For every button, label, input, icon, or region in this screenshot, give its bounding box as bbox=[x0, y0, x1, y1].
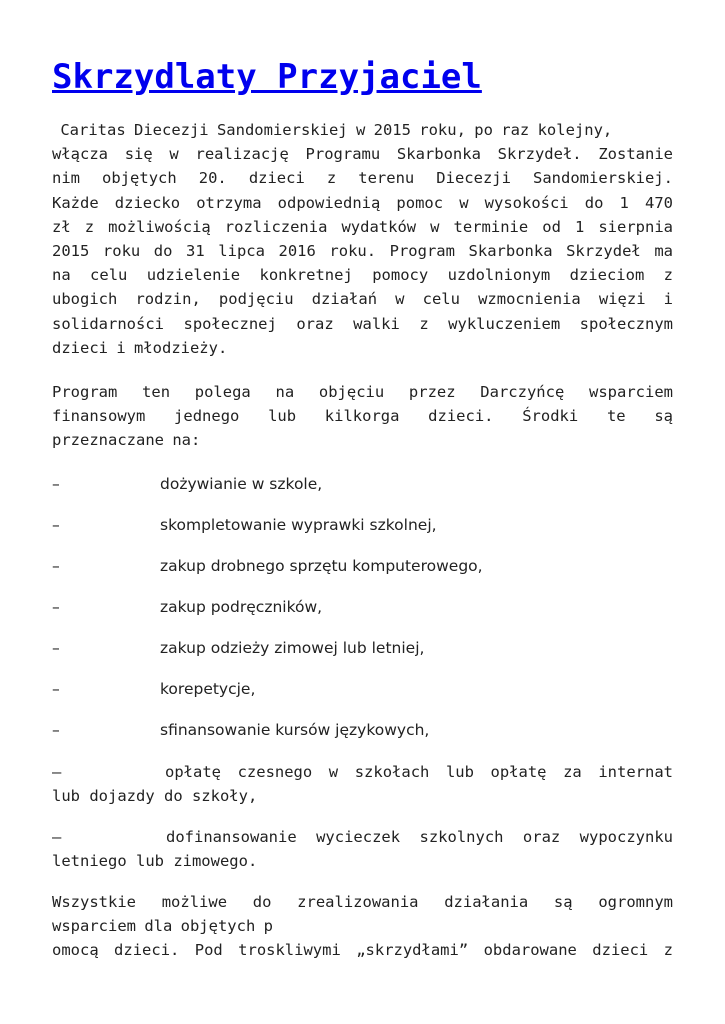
paragraph-line: solidarności społecznej oraz walki z wykluczeniem społecznym bbox=[52, 314, 673, 333]
list-item-text: zakup drobnego sprzętu komputerowego, bbox=[160, 557, 483, 575]
list-dash: – bbox=[52, 639, 60, 657]
list-item-continuation: letniego lub zimowego. bbox=[52, 852, 258, 870]
paragraph-line: wsparciem dla objętych p bbox=[52, 917, 273, 936]
list-dash: – bbox=[52, 516, 60, 534]
list-dash: – bbox=[52, 763, 62, 781]
paragraph-line: włącza się w realizację Programu Skarbonka Skrzydeł. Zostanie bbox=[52, 145, 673, 164]
list-item-text: korepetycje, bbox=[160, 680, 256, 698]
paragraph-line: ubogich rodzin, podjęciu działań w celu wzmocnienia więzi i bbox=[52, 290, 673, 309]
paragraph-line: omocą dzieci. Pod troskliwymi „skrzydłami” obdarowane dzieci z bbox=[52, 941, 673, 960]
paragraph-line: przeznaczane na: bbox=[52, 431, 201, 450]
paragraph-line: Każde dziecko otrzyma odpowiednią pomoc w wysokości do 1 470 bbox=[52, 193, 673, 212]
paragraph-line: zł z możliwością rozliczenia wydatków w terminie od 1 sierpnia bbox=[52, 217, 673, 236]
intro-paragraph bbox=[52, 118, 673, 360]
closing-paragraph bbox=[52, 890, 673, 963]
list-item-continuation: lub dojazdy do szkoły, bbox=[52, 787, 258, 805]
list-item-text: zakup podręczników, bbox=[160, 598, 323, 616]
paragraph-line: Caritas Diecezji Sandomierskiej w 2015 roku, po raz kolejny, bbox=[52, 121, 613, 139]
paragraph-line: finansowym jednego lub kilkorga dzieci. Środki te są bbox=[52, 407, 673, 426]
paragraph-line: dzieci i młodzieży. bbox=[52, 338, 228, 357]
list-dash: – bbox=[52, 598, 60, 616]
list-item-text: sfinansowanie kursów językowych, bbox=[160, 721, 430, 739]
article-title-link[interactable]: Skrzydlaty Przyjaciel bbox=[52, 57, 482, 97]
list-item-text: dofinansowanie wycieczek szkolnych oraz wypoczynku bbox=[166, 828, 673, 846]
list-item-text: zakup odzieży zimowej lub letniej, bbox=[160, 639, 425, 657]
program-paragraph bbox=[52, 380, 673, 453]
list-item-text: opłatę czesnego w szkołach lub opłatę za internat bbox=[165, 763, 673, 781]
list-dash: – bbox=[52, 557, 60, 575]
paragraph-line: Program ten polega na objęciu przez Darczyńcę wsparciem bbox=[52, 383, 673, 401]
list-item-text: skompletowanie wyprawki szkolnej, bbox=[160, 516, 437, 534]
paragraph-line: nim objętych 20. dzieci z terenu Diecezji Sandomierskiej. bbox=[52, 169, 673, 188]
paragraph-line: Wszystkie możliwe do zrealizowania działania są ogromnym bbox=[52, 893, 673, 911]
list-dash: – bbox=[52, 828, 62, 846]
paragraph-line: 2015 roku do 31 lipca 2016 roku. Program Skarbonka Skrzydeł ma bbox=[52, 242, 673, 261]
list-dash: – bbox=[52, 475, 60, 493]
list-dash: – bbox=[52, 680, 60, 698]
paragraph-line: na celu udzielenie konkretnej pomocy uzdolnionym dzieciom z bbox=[52, 266, 673, 285]
list-item-text: dożywianie w szkole, bbox=[160, 475, 323, 493]
list-dash: – bbox=[52, 721, 60, 739]
